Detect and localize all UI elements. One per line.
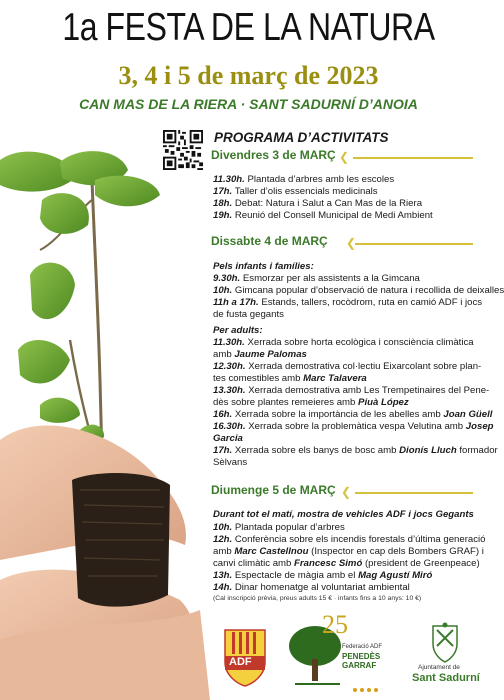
price-note: (Cal inscripció prèvia, preus adults 15 € · infants fins a 10 anys: 10 €) [213,595,422,602]
highlight: Durant tot el matí, mostra de vehicles ADF i jocs Gegants [213,509,474,520]
list-item: 17h. Taller d’olis essencials medicinals [213,186,378,197]
day-label: Divendres 3 de MARÇ [211,148,336,162]
list-item: 10h. Gimcana popular d’observació de natura i recollida de deixalles [213,285,504,296]
council-line1: Ajuntament de [418,664,460,671]
list-item: 11.30h. Xerrada sobre horta ecològica i consciència climàtica [213,337,474,348]
day-label: Diumenge 5 de MARÇ [211,483,336,497]
event-venue: CAN MAS DE LA RIERA · SANT SADURNÍ D’ANOIA [79,96,418,112]
federation-line1: Federació ADF [342,644,383,650]
list-item: 14h. Dinar homenatge al voluntariat ambiental [213,582,410,593]
day-header-saturday [211,234,473,254]
list-item: 13h. Espectacle de màgia amb el Mag Agustí Miró [213,570,433,581]
list-item: 11h a 17h. Estands, tallers, rocòdrom, ruta en camió ADF i jocs [213,297,483,308]
divider [355,492,473,494]
list-item: amb Marc Castellnou (Inspector en cap dels Bombers GRAF) i [213,546,484,557]
federation-line3: GARRAF [342,661,377,670]
list-item: 12.30h. Xerrada demostrativa col·lectiu Eixarcolant sobre plan- [213,361,482,372]
day-label: Dissabte 4 de MARÇ [211,234,328,248]
list-item: canvi climàtic amb Francesc Simó (president de Greenpeace) [213,558,480,569]
event-dates: 3, 4 i 5 de març de 2023 [118,61,379,90]
list-item: 9.30h. Esmorzar per als assistents a la Gimcana [213,273,420,284]
council-line2: Sant Sadurní [412,672,480,684]
list-item: 16.30h. Xerrada sobre la problemàtica vespa Velutina amb Josep [213,421,494,432]
divider [353,157,473,159]
plant-in-hands-image [0,140,210,700]
day-header-friday [211,148,473,168]
list-item: 16h. Xerrada sobre la importància de les abelles amb Joan Güell [213,409,493,420]
list-item: tes comestibles amb Marc Talavera [213,373,367,384]
event-title: 1a FESTA DE LA NATURA [62,6,435,49]
list-item: de fusta gegants [213,309,284,320]
divider [355,243,473,245]
subheading: Per adults: [213,325,263,336]
chevron-left-icon: ❮ [346,236,357,250]
list-item: dès sobre plantes remeieres amb Piuà López [213,397,409,408]
subheading: Pels infants i famílies: [213,261,314,272]
program-title: PROGRAMA D’ACTIVITATS [214,130,389,145]
list-item: Garcia [213,433,243,444]
list-item: amb Jaume Palomas [213,349,307,360]
list-item: 13.30h. Xerrada demostrativa amb Les Trempetinaires del Pene- [213,385,490,396]
chevron-left-icon: ❮ [339,150,350,164]
list-item: 17h. Xerrada sobre els banys de bosc amb Dionís Lluch formador [213,445,498,456]
list-item: 10h. Plantada popular d’arbres [213,522,345,533]
anniversary-number: 25 [322,610,348,639]
adf-text: ADF [229,656,252,668]
list-item: 11.30h. Plantada d’arbres amb les escoles [213,174,395,185]
federation-line2: PENEDÈS [342,652,381,661]
chevron-left-icon: ❮ [341,485,352,499]
list-item: 18h. Debat: Natura i Salut a Can Mas de la Riera [213,198,423,209]
list-item: Sèlvans [213,457,248,468]
list-item: 12h. Conferència sobre els incendis forestals d’última generació [213,534,486,545]
list-item: 19h. Reunió del Consell Municipal de Medi Ambient [213,210,433,221]
day-header-sunday [211,483,473,503]
